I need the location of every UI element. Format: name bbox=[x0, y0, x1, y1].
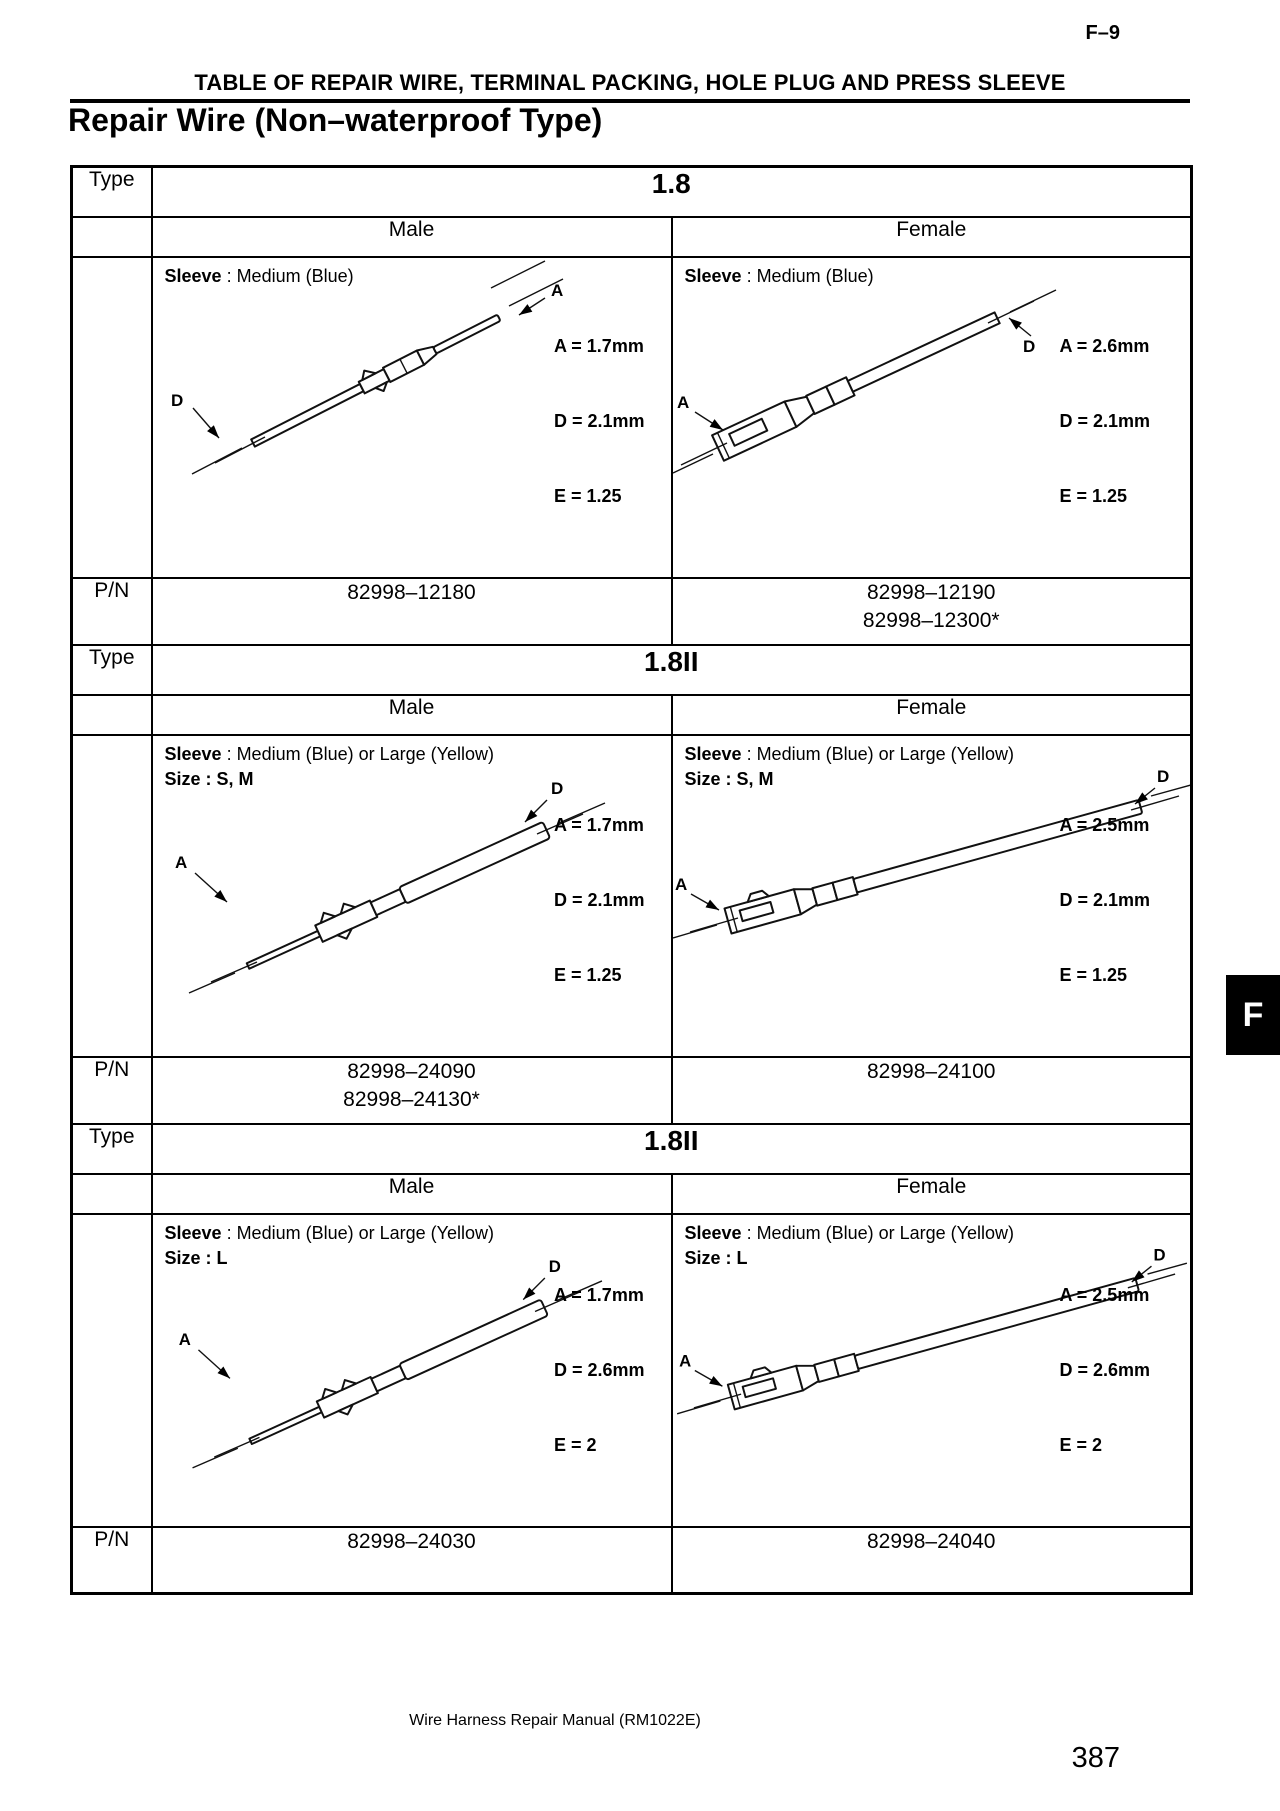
dimension-values: A = 2.5mm D = 2.1mm E = 1.25 bbox=[1059, 814, 1150, 985]
male-part-number-3: 82998–24030 bbox=[152, 1527, 672, 1594]
content-row-2 bbox=[72, 735, 1192, 1057]
type-row-2 bbox=[72, 645, 1192, 695]
sleeve-spec: Sleeve : Medium (Blue) or Large (Yellow) bbox=[684, 743, 1015, 764]
dim-label-d: D bbox=[548, 1256, 561, 1276]
pn-label: P/N bbox=[72, 578, 152, 645]
female-terminal-cell-2 bbox=[672, 735, 1192, 1057]
sleeve-spec: Sleeve : Medium (Blue) or Large (Yellow) bbox=[684, 1222, 1015, 1243]
dimension-values: A = 2.5mm D = 2.6mm E = 2 bbox=[1059, 1284, 1150, 1455]
dimension-values: A = 1.7mm D = 2.1mm E = 1.25 bbox=[553, 814, 645, 985]
male-terminal-cell-3 bbox=[152, 1214, 672, 1527]
empty-cell bbox=[72, 695, 152, 735]
size-spec: Size : S, M bbox=[164, 768, 254, 789]
gender-header-row-1 bbox=[72, 217, 1192, 257]
type-row-1 bbox=[72, 167, 1192, 217]
dim-label-a: A bbox=[678, 1351, 691, 1371]
page-title: Repair Wire (Non–waterproof Type) bbox=[68, 102, 603, 138]
gender-header-row-3 bbox=[72, 1174, 1192, 1214]
male-header: Male bbox=[152, 1174, 672, 1214]
dim-label-a: A bbox=[676, 392, 689, 412]
male-terminal-cell-2 bbox=[152, 735, 672, 1057]
empty-cell bbox=[72, 1174, 152, 1214]
type-label: Type bbox=[72, 645, 152, 695]
female-header: Female bbox=[672, 695, 1192, 735]
sleeve-spec: Sleeve : Medium (Blue) or Large (Yellow) bbox=[164, 743, 495, 764]
dimension-values: A = 1.7mm D = 2.1mm E = 1.25 bbox=[553, 335, 645, 506]
male-part-number-1: 82998–12180 bbox=[152, 578, 672, 645]
type-label: Type bbox=[72, 1124, 152, 1174]
sleeve-spec: Sleeve : Medium (Blue) or Large (Yellow) bbox=[164, 1222, 495, 1243]
footer-manual-name: Wire Harness Repair Manual (RM1022E) bbox=[409, 1712, 701, 1729]
empty-cell bbox=[72, 217, 152, 257]
type-value-1: 1.8 bbox=[152, 167, 1192, 217]
content-row-1 bbox=[72, 257, 1192, 578]
dim-label-d: D bbox=[550, 778, 563, 798]
female-part-number-2: 82998–24100 bbox=[672, 1057, 1192, 1124]
size-spec: Size : L bbox=[164, 1247, 228, 1268]
dim-label-a: A bbox=[178, 1329, 191, 1349]
male-header: Male bbox=[152, 217, 672, 257]
dim-label-d: D bbox=[170, 390, 183, 410]
pn-row-2 bbox=[72, 1057, 1192, 1124]
size-spec: Size : S, M bbox=[684, 768, 774, 789]
size-spec: Size : L bbox=[684, 1247, 748, 1268]
empty-cell bbox=[72, 1214, 152, 1527]
male-part-number-2: 82998–24090 82998–24130* bbox=[152, 1057, 672, 1124]
repair-wire-table bbox=[70, 165, 1193, 1595]
dim-label-a: A bbox=[174, 852, 187, 872]
dim-label-d: D bbox=[1152, 1244, 1166, 1264]
empty-cell bbox=[72, 257, 152, 578]
pn-row-1 bbox=[72, 578, 1192, 645]
female-header: Female bbox=[672, 1174, 1192, 1214]
empty-cell bbox=[72, 735, 152, 1057]
pn-label: P/N bbox=[72, 1527, 152, 1594]
type-value-3: 1.8II bbox=[152, 1124, 1192, 1174]
female-part-number-3: 82998–24040 bbox=[672, 1527, 1192, 1594]
type-row-3 bbox=[72, 1124, 1192, 1174]
dim-label-a: A bbox=[674, 874, 687, 894]
sleeve-spec: Sleeve : Medium (Blue) bbox=[684, 265, 874, 286]
sleeve-spec: Sleeve : Medium (Blue) bbox=[164, 265, 354, 286]
page-corner-label: F–9 bbox=[1085, 22, 1120, 44]
female-header: Female bbox=[672, 217, 1192, 257]
dimension-values: A = 1.7mm D = 2.6mm E = 2 bbox=[553, 1284, 645, 1455]
chapter-header: TABLE OF REPAIR WIRE, TERMINAL PACKING, HOLE PLUG AND PRESS SLEEVE bbox=[194, 70, 1066, 95]
female-terminal-cell-1 bbox=[672, 257, 1192, 578]
dim-label-d: D bbox=[1022, 336, 1035, 356]
dim-label-d: D bbox=[1156, 766, 1169, 786]
gender-header-row-2 bbox=[72, 695, 1192, 735]
female-terminal-cell-3 bbox=[672, 1214, 1192, 1527]
page-number: 387 bbox=[1071, 1742, 1120, 1774]
content-row-3 bbox=[72, 1214, 1192, 1527]
male-terminal-cell-1 bbox=[152, 257, 672, 578]
dim-label-a: A bbox=[550, 280, 563, 300]
dimension-values: A = 2.6mm D = 2.1mm E = 1.25 bbox=[1059, 335, 1150, 506]
type-value-2: 1.8II bbox=[152, 645, 1192, 695]
pn-label: P/N bbox=[72, 1057, 152, 1124]
male-header: Male bbox=[152, 695, 672, 735]
pn-row-3 bbox=[72, 1527, 1192, 1594]
type-label: Type bbox=[72, 167, 152, 217]
section-tab-f: F bbox=[1226, 975, 1280, 1055]
female-part-number-1: 82998–12190 82998–12300* bbox=[672, 578, 1192, 645]
